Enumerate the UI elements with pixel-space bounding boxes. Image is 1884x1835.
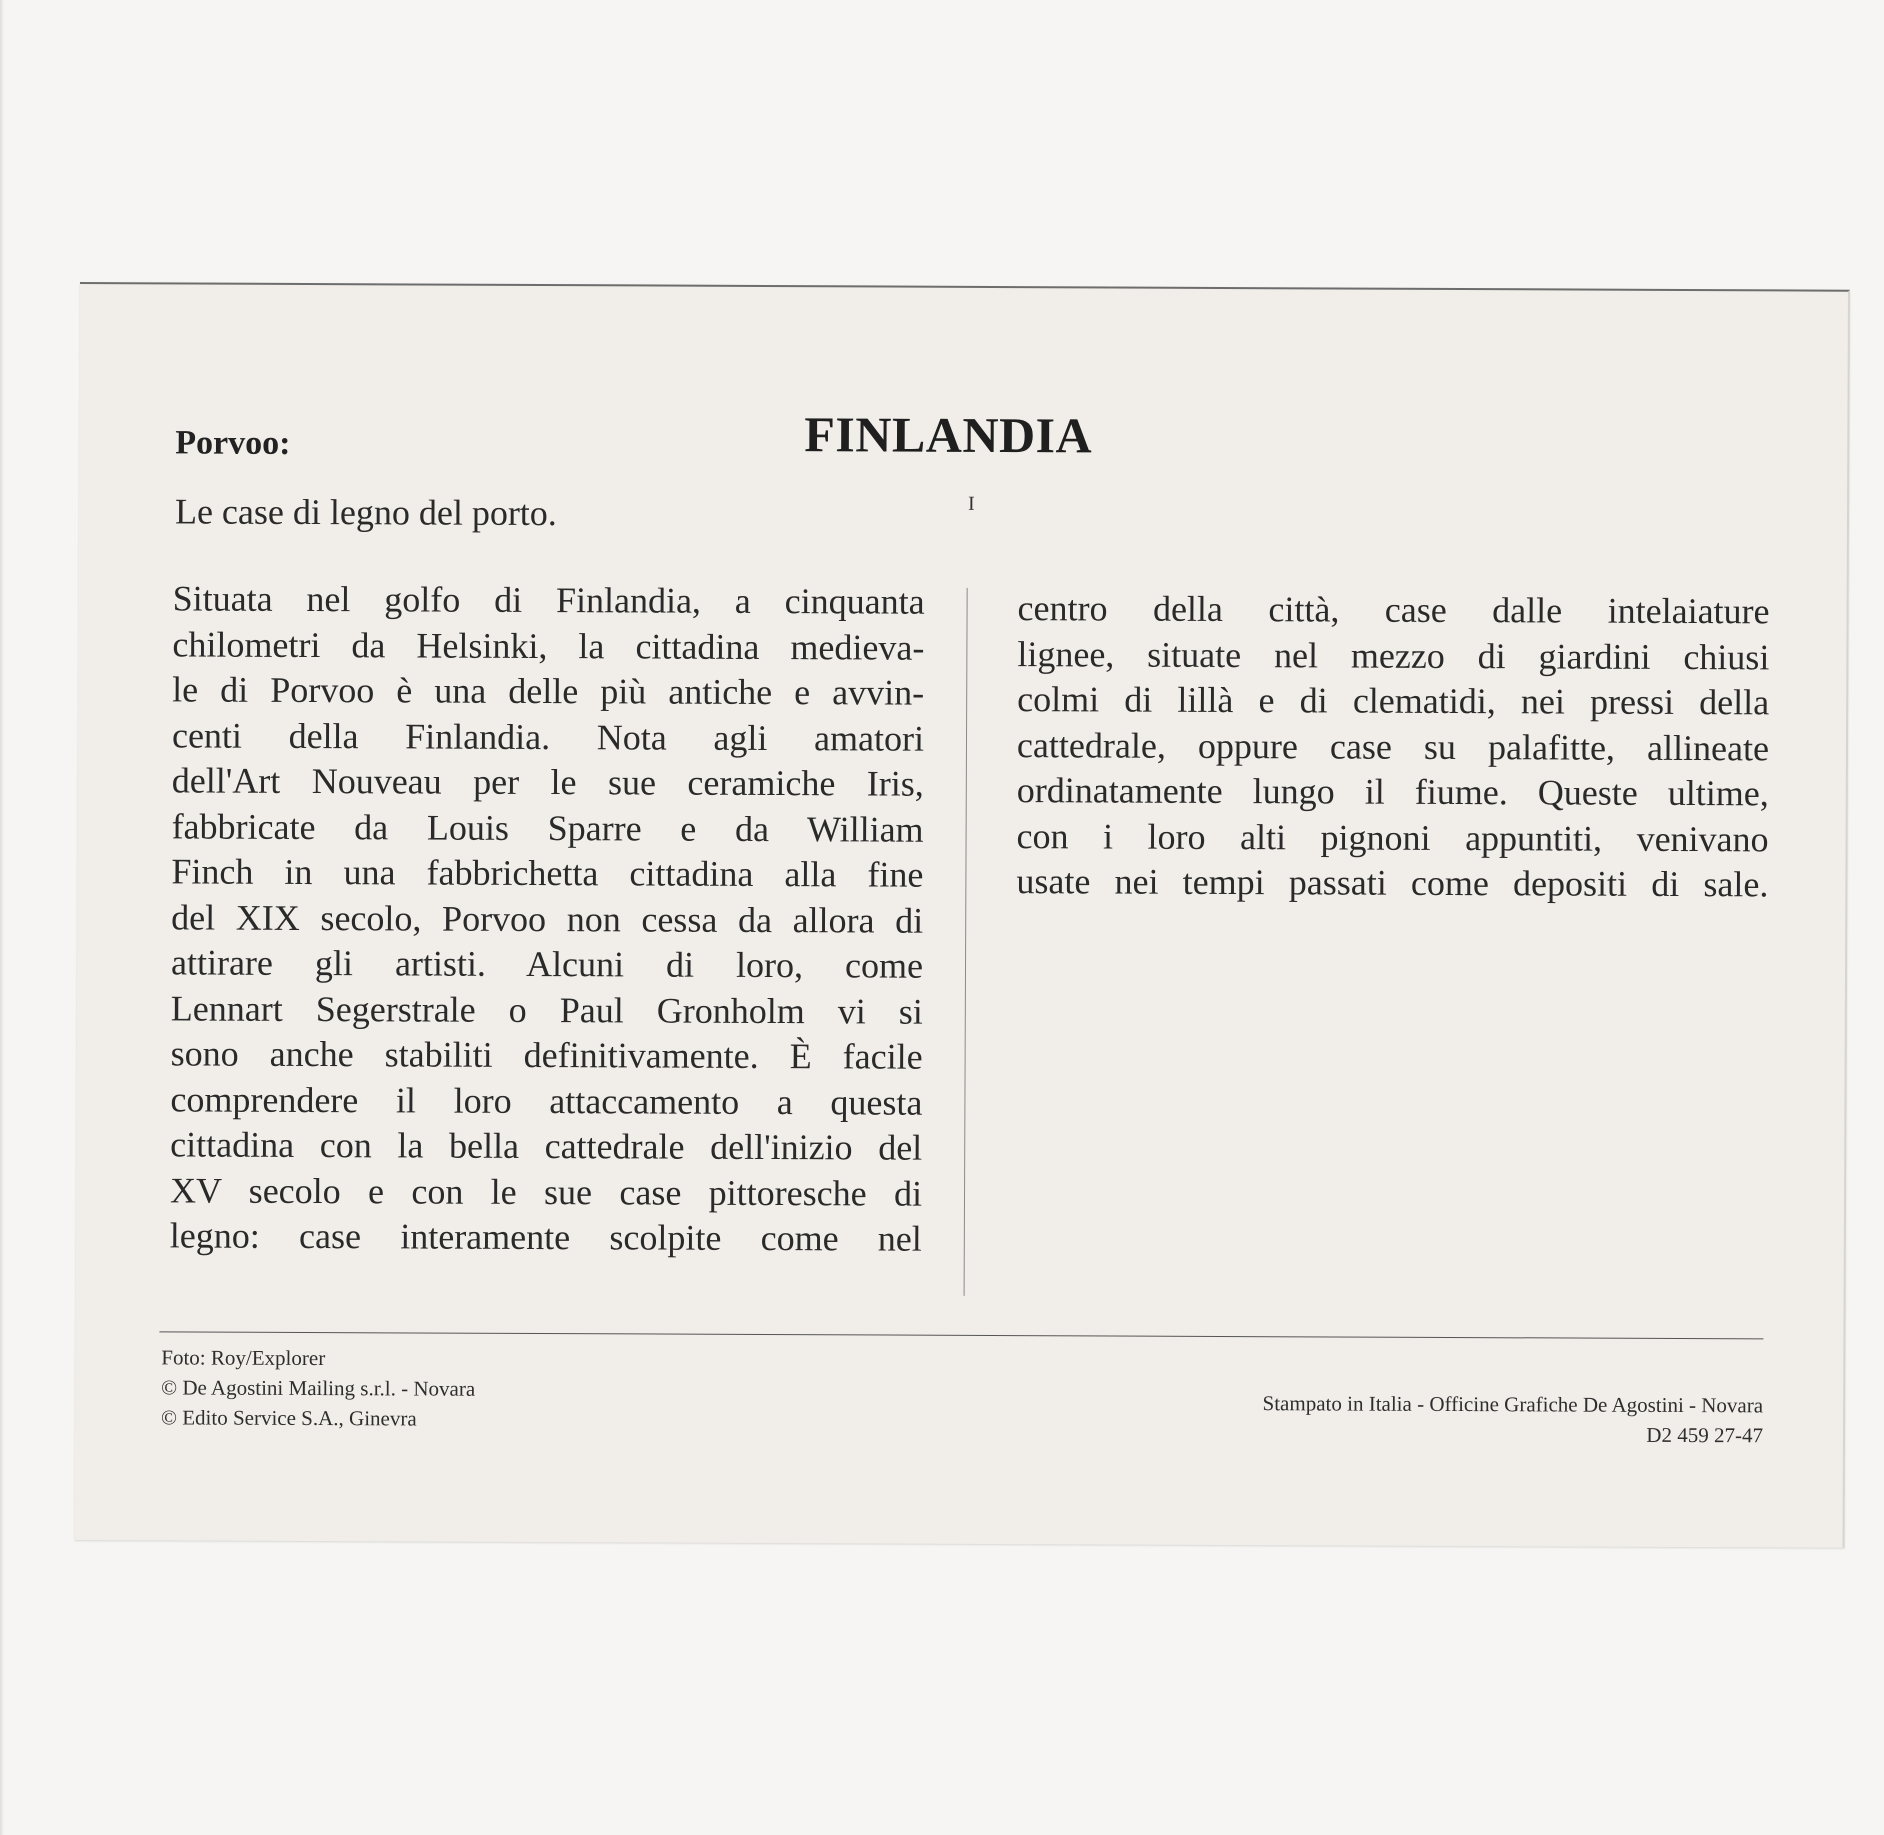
text-line: fabbricate da Louis Sparre e da William	[171, 805, 924, 850]
text-line: lignee, situate nel mezzo di giardini chiusi	[1017, 633, 1770, 677]
credit-line: Foto: Roy/Explorer	[161, 1345, 326, 1371]
footer-rule	[159, 1331, 1763, 1339]
text-line: Situata nel golfo di Finlandia, a cinquanta	[172, 578, 925, 622]
scan-edge	[0, 0, 4, 1835]
text-line: con i loro alti pignoni appuntiti, venivano	[1016, 815, 1769, 859]
postcard-back	[75, 282, 1850, 1548]
text-line: ordinatamente lungo il fiume. Queste ultime,	[1016, 770, 1769, 814]
text-line: del XIX secolo, Porvoo non cessa da allora di	[171, 896, 924, 941]
credit-line: © De Agostini Mailing s.r.l. - Novara	[161, 1375, 476, 1401]
catalog-code: D2 459 27-47	[1646, 1422, 1764, 1448]
text-line: Finch in una fabbrichetta cittadina alla fine	[171, 851, 924, 895]
photo-caption: Le case di legno del porto.	[174, 491, 557, 534]
place-heading: Porvoo:	[175, 424, 291, 462]
text-line: sono anche stabiliti definitivamente. È facile	[170, 1033, 923, 1077]
text-line: centro della città, case dalle intelaiature	[1017, 588, 1770, 632]
text-line: colmi di lillà e di clematidi, nei pressi della	[1017, 679, 1770, 723]
text-line: dell'Art Nouveau per le sue ceramiche Iris,	[171, 760, 924, 804]
text-line: XV secolo e con le sue case pittoresche di	[169, 1169, 923, 1214]
printer-info	[1262, 1388, 1763, 1450]
text-line: centi della Finlandia. Nota agli amatori	[171, 714, 925, 759]
text-line: legno: case interamente scolpite come nel	[169, 1215, 922, 1259]
text-line: comprendere il loro attaccamento a questa	[170, 1078, 923, 1123]
text-line: chilometri da Helsinki, la cittadina medieva-	[172, 623, 925, 668]
text-line: attirare gli artisti. Alcuni di loro, come	[170, 942, 924, 986]
text-line: Lennart Segerstrale o Paul Gronholm vi si	[170, 987, 923, 1032]
text-column-left	[170, 576, 925, 1262]
text-column-right	[1016, 586, 1769, 908]
photo-credits	[161, 1342, 475, 1433]
column-marker: I	[967, 492, 975, 515]
credit-line: © Edito Service S.A., Ginevra	[160, 1405, 417, 1431]
page-title: FINLANDIA	[804, 406, 1093, 464]
column-divider	[964, 588, 968, 1296]
printer-line: Stampato in Italia - Officine Grafiche De Agostini - Novara	[1262, 1391, 1764, 1418]
text-line: cattedrale, oppure case su palafitte, allineate	[1016, 724, 1770, 768]
text-line: cittadina con la bella cattedrale dell'inizio del	[170, 1124, 923, 1168]
text-line: le di Porvoo è una delle più antiche e avvin-	[172, 669, 925, 713]
text-line: usate nei tempi passati come depositi di sale.	[1016, 861, 1769, 905]
